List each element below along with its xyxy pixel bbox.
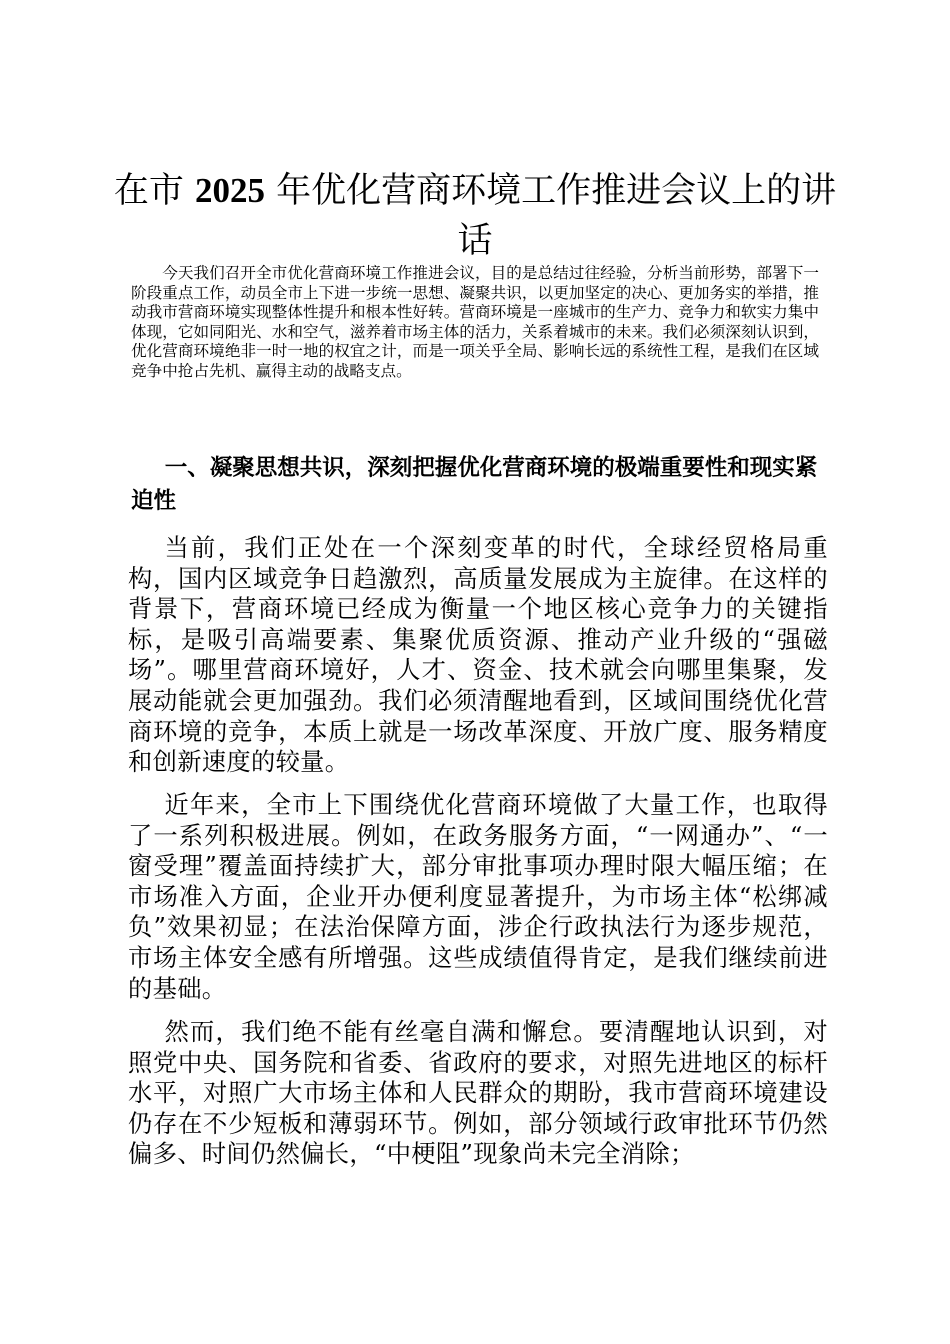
section-heading: 一、凝聚思想共识，深刻把握优化营商环境的极端重要性和现实紧迫性 (131, 455, 818, 514)
body-paragraph-3: 然而，我们绝不能有丝毫自满和懈怠。要清醒地认识到，对照党中央、国务院和省委、省政府的要求，对照先进地区的标杆水平，对照广大市场主体和人民群众的期盼，我市营商环境建设仍存在不少短板和薄弱环节。例如，部分领域行政审批环节仍然偏多、时间仍然偏长，“中梗阻”现象尚未完全消除； (128, 1017, 828, 1169)
title-prefix: 在市 (113, 171, 195, 211)
document-title (110, 166, 840, 266)
title-suffix: 年优化营商环境工作推进会议上的讲话 (265, 171, 837, 261)
body-paragraph-1: 当前，我们正处在一个深刻变革的时代，全球经贸格局重构，国内区域竞争日趋激烈，高质量发展成为主旋律。在这样的背景下，营商环境已经成为衡量一个地区核心竞争力的关键指标，是吸引高端要素、集聚优质资源、推动产业升级的“强磁场”。哪里营商环境好，人才、资金、技术就会向哪里集聚，发展动能就会更加强劲。我们必须清醒地看到，区域间围绕优化营商环境的竞争，本质上就是一场改革深度、开放广度、服务精度和创新速度的较量。 (128, 533, 828, 777)
body-paragraph-2: 近年来，全市上下围绕优化营商环境做了大量工作，也取得了一系列积极进展。例如，在政务服务方面，“一网通办”、“一窗受理”覆盖面持续扩大，部分审批事项办理时限大幅压缩；在市场准入方面，企业开办便利度显著提升，为市场主体“松绑减负”效果初显；在法治保障方面，涉企行政执法行为逐步规范，市场主体安全感有所增强。这些成绩值得肯定，是我们继续前进的基础。 (128, 790, 828, 1003)
intro-paragraph: 今天我们召开全市优化营商环境工作推进会议，目的是总结过往经验，分析当前形势，部署下一阶段重点工作，动员全市上下进一步统一思想、凝聚共识，以更加坚定的决心、更加务实的举措，推动我市营商环境实现整体性提升和根本性好转。营商环境是一座城市的生产力、竞争力和软实力集中体现，它如同阳光、水和空气，滋养着市场主体的活力，关系着城市的未来。我们必须深刻认识到，优化营商环境绝非一时一地的权宜之计，而是一项关乎全局、影响长远的系统性工程，是我们在区域竞争中抢占先机、赢得主动的战略支点。 (131, 264, 819, 380)
title-year: 2025 (195, 171, 265, 210)
